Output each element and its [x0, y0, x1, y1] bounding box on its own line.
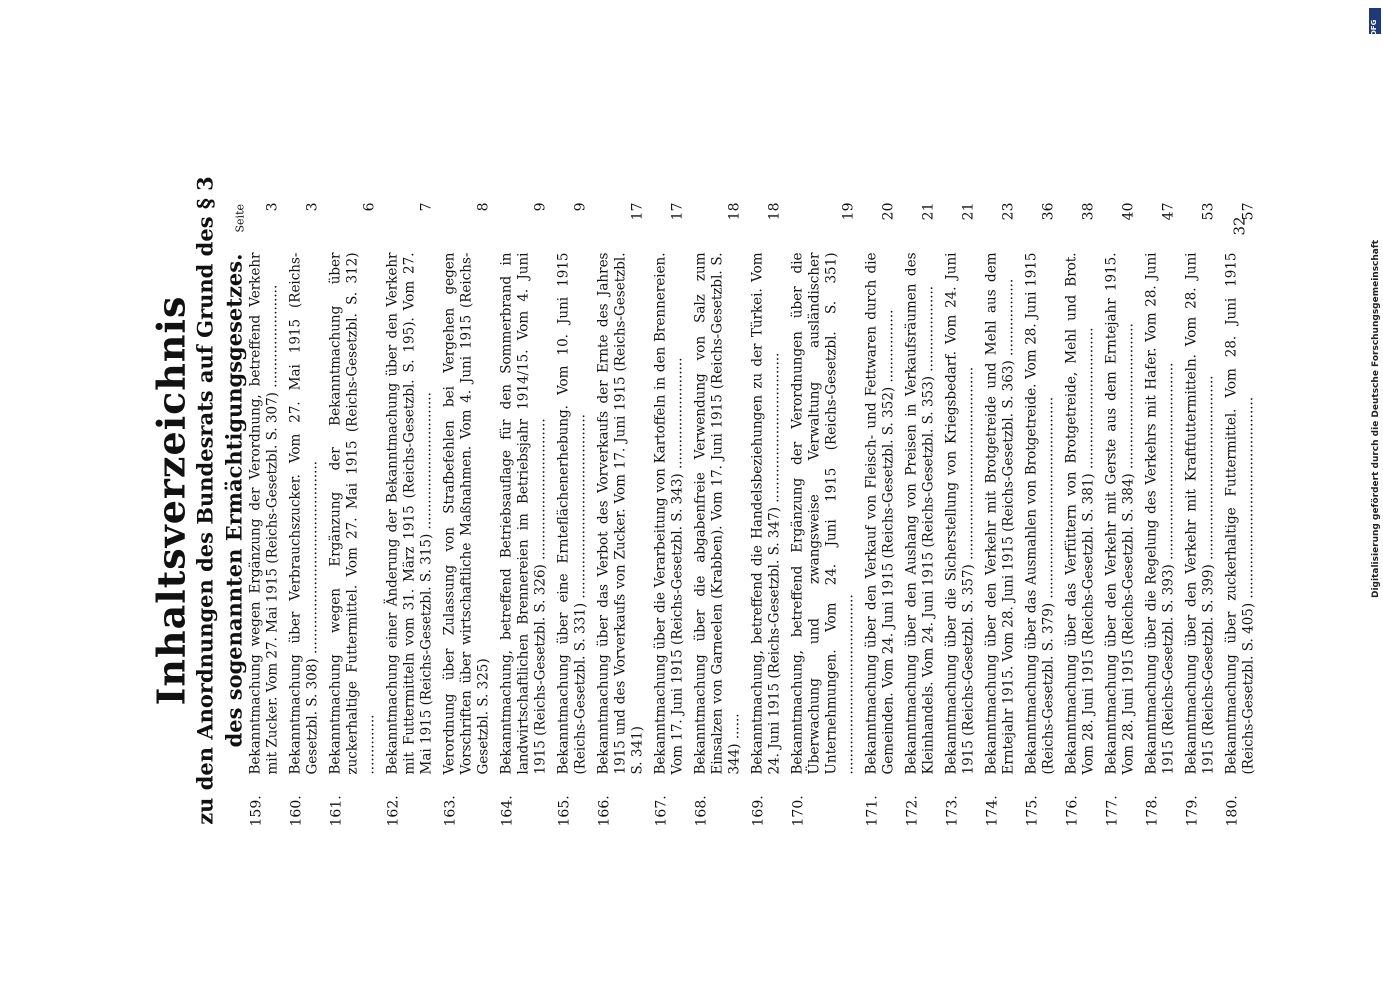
entry-number: 175. [1024, 794, 1040, 826]
digitization-note [1369, 8, 1383, 608]
entry-number: 160. [288, 794, 304, 826]
entry-text: Bekanntmachung über die Sicherstellung von Kriegsbedarf. Vom 24. Juni 1915 (Reichs-Gesetzbl. S. 357) ............................................. [943, 252, 976, 774]
entry-page: 3 [264, 202, 280, 211]
toc-entry [983, 0, 1017, 1000]
toc-entry [789, 0, 857, 1000]
entry-number: 167. [653, 794, 669, 826]
entry-text: Bekanntmachung über den Aushang von Preisen in Verkaufsräumen des Kleinhandels. Vom 24. Juni 1915 (Reichs-Gesetzbl. S. 353) .................... [903, 252, 936, 774]
toc-entry [863, 0, 897, 1000]
entry-page: 19 [840, 202, 856, 220]
entry-number: 172. [904, 794, 920, 826]
entry-page: 53 [1200, 202, 1216, 220]
entry-text: Bekanntmachung einer Änderung der Bekanntmachung über den Verkehr mit Futtermitteln vom 31. März 1915 (Reichs-Gesetzbl. S. 195). Vom 27. Mai 1915 (Reichs-Gesetzbl. S. 315) ................................ [384, 252, 434, 774]
entry-page: 40 [1120, 202, 1136, 220]
page-column-header: Seite [233, 203, 246, 232]
toc-entry [943, 0, 977, 1000]
toc-entry [903, 0, 937, 1000]
dfg-logo-text: DFG [1370, 19, 1378, 36]
toc-entry [749, 0, 783, 1000]
toc-entry [595, 0, 646, 1000]
entry-text: Bekanntmachung über den Verkehr mit Brotgetreide und Mehl aus dem Erntejahr 1915. Vom 28. Juni 1915 (Reichs-Gesetzbl. S. 363) .................. [983, 252, 1016, 774]
entry-number: 178. [1144, 794, 1160, 826]
entry-number: 180. [1224, 794, 1240, 826]
entry-page: 9 [532, 202, 548, 211]
entry-number: 168. [693, 794, 709, 826]
entry-text: Bekanntmachung über das Ausmahlen von Brotgetreide. Vom 28. Juni 1915 (Reichs-Gesetzbl. S. 379) ............................................... [1023, 252, 1056, 774]
entry-number: 165. [556, 794, 572, 826]
toc-entry [692, 0, 743, 1000]
entry-text: Bekanntmachung über die abgabenfreie Verwendung von Salz zum Einsalzen von Garneelen (Krabben). Vom 17. Juni 1915 (Reichs-Gesetzbl. S. 344) ...... [692, 252, 742, 774]
entry-page: 8 [475, 202, 491, 211]
entry-number: 177. [1104, 794, 1120, 826]
entry-page: 17 [669, 202, 685, 220]
entry-number: 174. [984, 794, 1000, 826]
entry-number: 159. [248, 794, 264, 826]
entry-number: 163. [442, 794, 458, 826]
entry-page: 9 [572, 202, 588, 211]
entry-text: Bekanntmachung über zuckerhaltige Futtermittel. Vom 28. Juni 1915 (Reichs-Gesetzbl. S. 405) ............................................... [1223, 252, 1256, 774]
toc-entry [1103, 0, 1137, 1000]
toc-entry [287, 0, 321, 1000]
entry-number: 162. [385, 794, 401, 826]
entry-page: 47 [1160, 202, 1176, 220]
toc-entry [1063, 0, 1097, 1000]
document-subtitle: zu den Anordnungen des Bundesrats auf Grund des § 3 des sogenannten Ermächtigungsgesetzes. [192, 175, 246, 825]
entry-number: 164. [499, 794, 515, 826]
entry-text: Bekanntmachung über den Verkehr mit Gerste aus dem Erntejahr 1915. Vom 28. Juni 1915 (Reichs-Gesetzbl. S. 384) .................................. [1103, 252, 1136, 774]
entry-number: 173. [944, 794, 960, 826]
entry-text: Bekanntmachung über das Verbot des Vorverkaufs der Ernte des Jahres 1915 und des Vorverkaufs von Zucker. Vom 17. Juni 1915 (Reichs-Gesetzbl. S. 341) [595, 252, 645, 774]
entry-number: 170. [790, 794, 806, 826]
digitization-caption: Digitalisierung gefördert durch die Deutsche Forschungsgemeinschaft [1371, 239, 1381, 598]
entry-page: 38 [1080, 202, 1096, 220]
entry-page: 20 [880, 202, 896, 220]
entry-page: 3 [304, 202, 320, 211]
entry-text: Bekanntmachung wegen Ergänzung der Bekanntmachung über zuckerhaltige Futtermittel. Vom 27. Mai 1915 (Reichs-Gesetzbl. S. 312) .............. [327, 252, 377, 774]
entry-text: Bekanntmachung, betreffend Betriebsauflage für den Sommerbrand in landwirtschaftlichen Brennereien im Betriebsjahr 1914/15. Vom 4. Juni 1915 (Reichs-Gesetzbl. S. 326) ................................. [498, 252, 548, 774]
toc-entry [555, 0, 589, 1000]
entry-number: 179. [1184, 794, 1200, 826]
entry-text: Bekanntmachung über den Verkehr mit Kraftfuttermitteln. Vom 28. Juni 1915 (Reichs-Gesetzbl. S. 399) ........................................... [1183, 252, 1216, 774]
toc-entry [1183, 0, 1217, 1000]
entry-text: Bekanntmachung über eine Ernteflächenerhebung. Vom 10. Juni 1915 (Reichs-Gesetzbl. S. 331) ........................................... [555, 252, 588, 774]
entry-text: Bekanntmachung über Verbrauchszucker. Vom 27. Mai 1915 (Reichs-Gesetzbl. S. 308) ............................................. [287, 252, 320, 774]
toc-entry [327, 0, 378, 1000]
toc-entry [1223, 0, 1257, 1000]
dfg-logo [1369, 8, 1381, 34]
entry-text: Bekanntmachung, betreffend die Handelsbeziehungen zu der Türkei. Vom 24. Juni 1915 (Reichs-Gesetzbl. S. 347) ................................... [749, 252, 782, 774]
toc-entry [498, 0, 549, 1000]
entry-text: Bekanntmachung über die Verarbeitung von Kartoffeln in den Brennereien. Vom 17. Juni 1915 (Reichs-Gesetzbl. S. 343) .......................... [652, 252, 685, 774]
entry-page: 36 [1040, 202, 1056, 220]
entry-page: 23 [1000, 202, 1016, 220]
entry-number: 171. [864, 794, 880, 826]
entry-number: 166. [596, 794, 612, 826]
entry-page: 6 [361, 202, 377, 211]
entry-page: 7 [418, 202, 434, 211]
document-title: Inhaltsverzeichnis [148, 295, 193, 705]
toc-entry [441, 0, 492, 1000]
entry-page: 17 [629, 202, 645, 220]
entry-number: 161. [328, 794, 344, 826]
entry-page: 18 [766, 202, 782, 220]
entry-page: 21 [960, 202, 976, 220]
entry-page: 57 [1240, 202, 1256, 220]
toc-entry [384, 0, 435, 1000]
toc-entry [247, 0, 281, 1000]
entry-page: 21 [920, 202, 936, 220]
entry-text: Verordnung über Zulassung von Strafbefehlen bei Vergehen gegen Vorschriften über wirtschaftliche Maßnahmen. Vom 4. Juni 1915 (Reichs-Gesetzbl. S. 325) [441, 252, 491, 774]
entry-text: Bekanntmachung wegen Ergänzung der Verordnung, betreffend Verkehr mit Zucker. Vom 27. Mai 1915 (Reichs-Gesetzbl. S. 307) ........................ [247, 252, 280, 774]
entry-page: 18 [726, 202, 742, 220]
page-number: 32 [1230, 215, 1248, 235]
entry-text: Bekanntmachung über die Regelung des Verkehrs mit Hafer. Vom 28. Juni 1915 (Reichs-Gesetzbl. S. 393) .............................................. [1143, 252, 1176, 774]
entry-text: Bekanntmachung über den Verkauf von Fleisch- und Fettwaren durch die Gemeinden. Vom 24. Juni 1915 (Reichs-Gesetzbl. S. 352) ................. [863, 252, 896, 774]
toc-entry [652, 0, 686, 1000]
entry-text: Bekanntmachung, betreffend Ergänzung der Verordnungen über die Überwachung und zwangsweise Verwaltung ausländischer Unternehmungen. Vom 24. Juni 1915 (Reichs-Gesetzbl. S. 351) .......................................... [789, 252, 856, 774]
entry-text: Bekanntmachung über das Verfüttern von Brotgetreide, Mehl und Brot. Vom 28. Juni 1915 (Reichs-Gesetzbl. S. 381) ................................. [1063, 252, 1096, 774]
toc-entry [1143, 0, 1177, 1000]
entry-number: 176. [1064, 794, 1080, 826]
entry-number: 169. [750, 794, 766, 826]
toc-entry [1023, 0, 1057, 1000]
